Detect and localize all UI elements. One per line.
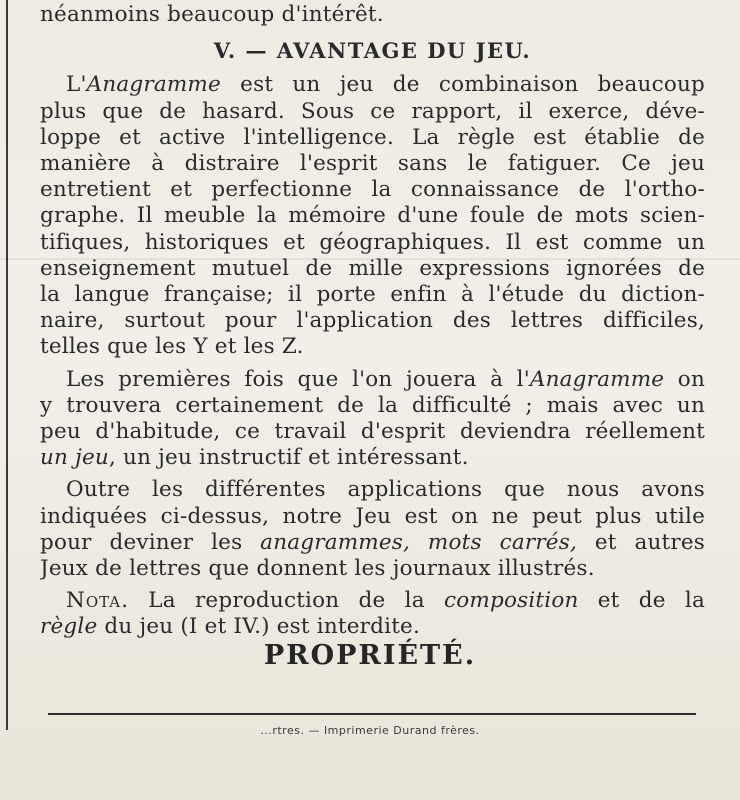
text-column: [40, 0, 705, 647]
nota-l1-c: et de la: [578, 588, 705, 614]
propriete-heading: PROPRIÉTÉ.: [263, 640, 477, 671]
p1-line-3: loppe et active l'intelligence. La règle est établie de: [40, 124, 705, 150]
printer-imprint: ...rtres. — Imprimerie Durand frères.: [260, 724, 480, 737]
nota-label: Nota.: [66, 588, 129, 614]
p3-l3-italic: anagrammes, mots carrés,: [260, 529, 577, 555]
p2-line-3: peu d'habitude, ce travail d'esprit deviendra réellement: [40, 419, 705, 445]
p3-line-4: Jeux de lettres que donnent les journaux illustrés.: [40, 556, 595, 582]
p1-line-9: la langue française; il porte enfin à l'étude du diction-: [40, 282, 705, 308]
nota-l2-italic: règle: [40, 614, 98, 640]
p1-line-10: naire, surtout pour l'application des lettres difficiles,: [40, 308, 705, 334]
p1-line-4: manière à distraire l'esprit sans le fatiguer. Ce jeu: [40, 151, 705, 177]
p1-line-6: graphe. Il meuble la mémoire d'une foule de mots scien-: [40, 203, 705, 229]
left-margin-rule: [6, 0, 8, 730]
p3-line-3: [40, 530, 705, 556]
paragraph-3: [40, 477, 705, 582]
p1-l1-c: est un jeu de combinaison beaucoup: [220, 72, 705, 98]
p1-line-8: enseignement mutuel de mille expressions ignorées de: [40, 255, 705, 281]
p1-l1-italic: Anagramme: [86, 72, 221, 98]
nota-line-1: [40, 588, 705, 614]
p1-line-7: tifiques, historiques et géographiques. Il est comme un: [40, 229, 705, 255]
nota-paragraph: [40, 588, 705, 640]
p2-line-4: [40, 445, 705, 471]
p2-l1-a: Les premières fois que l'on jouera à l': [66, 366, 530, 392]
p2-l1-italic: Anagramme: [529, 366, 665, 392]
nota-l1-a: La reproduction de la: [128, 588, 445, 614]
p1-line-2: plus que de hasard. Sous ce rapport, il exerce, déve-: [40, 98, 705, 124]
bottom-rule: [48, 713, 696, 715]
p1-line-11: telles que les Y et les Z.: [40, 334, 304, 360]
p3-line-1: Outre les différentes applications que nous avons: [66, 477, 705, 503]
top-line: néanmoins beaucoup d'intérêt.: [40, 2, 384, 27]
nota-l1-italic: composition: [444, 588, 579, 614]
p3-l3-c: et autres: [577, 529, 705, 555]
nota-line-2: [40, 614, 705, 640]
p1-line-5: entretient et perfectionne la connaissance de l'ortho-: [40, 177, 705, 203]
nota-l2-b: du jeu (I et IV.) est interdite.: [97, 614, 420, 640]
p2-l4-b: , un jeu instructif et intéressant.: [108, 445, 469, 471]
paragraph-2: [40, 367, 705, 472]
p2-l1-c: on: [664, 366, 705, 392]
p2-line-1: [40, 367, 705, 393]
p1-l1-a: L': [66, 72, 87, 98]
paragraph-1: [40, 72, 705, 360]
p3-l3-a: pour deviner les: [40, 529, 261, 555]
p1-line-1: [40, 72, 705, 98]
p2-l4-italic: un jeu: [40, 445, 109, 471]
p2-line-2: y trouvera certainement de la difficulté ; mais avec un: [40, 392, 705, 418]
section-title: V. — AVANTAGE DU JEU.: [213, 38, 532, 64]
p3-line-2: indiquées ci-dessus, notre Jeu est on ne peut plus utile: [40, 503, 705, 529]
